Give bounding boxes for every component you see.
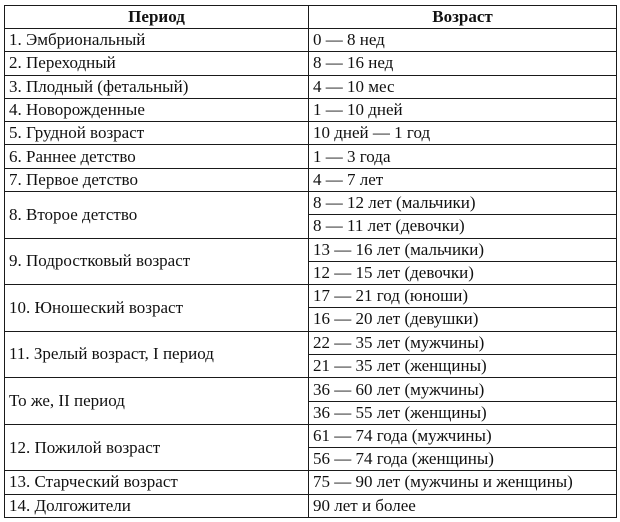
header-age: Возраст [309,6,617,29]
age-range-line: 36 — 60 лет (мужчины) [313,379,485,399]
age-range-line: 56 — 74 года (женщины) [309,447,616,470]
age-range-line: 16 — 20 лет (девушки) [309,307,616,330]
age-cell: 10 дней — 1 год [309,122,617,145]
age-cell: 1 — 3 года [309,145,617,168]
period-cell: 10. Юношеский возраст [5,285,309,332]
age-range-line: 13 — 16 лет (мальчики) [313,239,485,259]
table-row [5,285,617,332]
table-row [5,122,617,145]
age-range-line: 17 — 21 год (юноши) [313,286,469,306]
table-row [5,378,617,425]
period-cell: 14. Долгожители [5,494,309,517]
table-row [5,494,617,517]
table-row [5,331,617,378]
period-cell: 2. Переходный [5,52,309,75]
age-range-line: 22 — 35 лет (мужчины) [313,332,485,352]
period-cell: 7. Первое детство [5,168,309,191]
age-cell [309,191,617,238]
table-row [5,424,617,471]
age-cell [309,378,617,425]
age-cell: 8 — 16 нед [309,52,617,75]
age-range-line: 8 — 12 лет (мальчики) [313,193,476,213]
age-range-line: 8 — 11 лет (девочки) [309,214,616,237]
age-cell [309,238,617,285]
table-row [5,168,617,191]
table-row [5,238,617,285]
age-cell: 75 — 90 лет (мужчины и женщины) [309,471,617,494]
age-cell: 1 — 10 дней [309,98,617,121]
period-cell: 13. Старческий возраст [5,471,309,494]
period-cell: 4. Новорожденные [5,98,309,121]
table-row [5,145,617,168]
table-row [5,471,617,494]
age-cell [309,285,617,332]
period-cell: 8. Второе детство [5,191,309,238]
age-cell: 4 — 10 мес [309,75,617,98]
table-row [5,52,617,75]
table-body [5,29,617,518]
age-cell [309,331,617,378]
age-range-line: 21 — 35 лет (женщины) [309,354,616,377]
period-cell: 6. Раннее детство [5,145,309,168]
header-period: Период [5,6,309,29]
age-range-line: 12 — 15 лет (девочки) [309,261,616,284]
table-row [5,75,617,98]
period-cell: То же, II период [5,378,309,425]
table-row [5,98,617,121]
age-cell: 4 — 7 лет [309,168,617,191]
age-range-line: 61 — 74 года (мужчины) [313,426,492,446]
age-cell: 0 — 8 нед [309,29,617,52]
period-cell: 9. Подростковый возраст [5,238,309,285]
age-range-line: 36 — 55 лет (женщины) [309,401,616,424]
table-row [5,191,617,238]
age-periods-table [4,5,617,518]
period-cell: 1. Эмбриональный [5,29,309,52]
table-header-row [5,6,617,29]
period-cell: 5. Грудной возраст [5,122,309,145]
period-cell: 12. Пожилой возраст [5,424,309,471]
table-row [5,29,617,52]
age-cell: 90 лет и более [309,494,617,517]
period-cell: 11. Зрелый возраст, I период [5,331,309,378]
age-cell [309,424,617,471]
period-cell: 3. Плодный (фетальный) [5,75,309,98]
